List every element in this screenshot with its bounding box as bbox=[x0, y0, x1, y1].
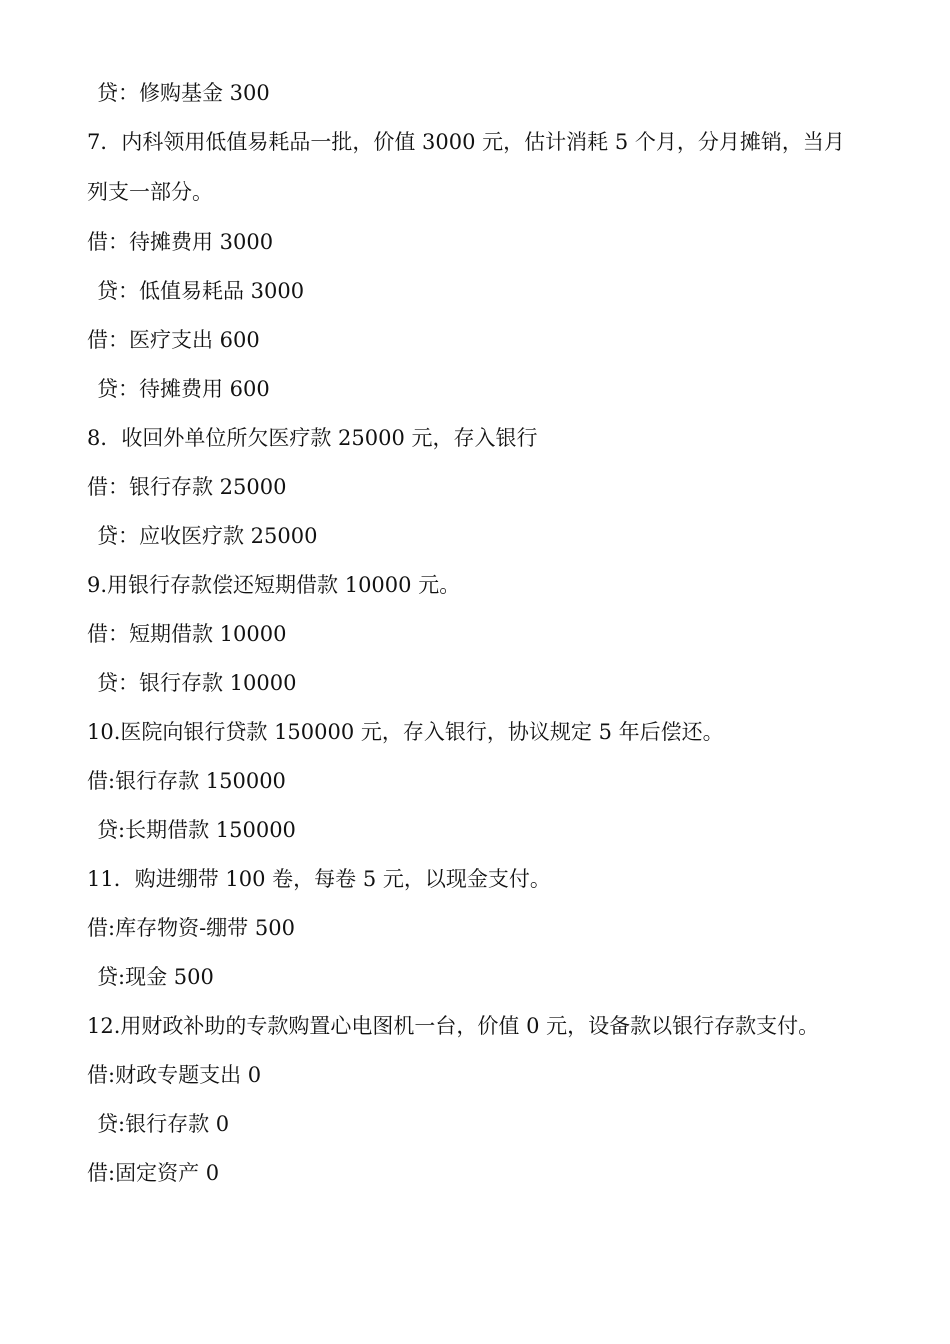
item-10-description: 10.医院向银行贷款 150000 元，存入银行，协议规定 5 年后偿还。 bbox=[87, 720, 724, 744]
debit-line-prepaid-expense: 借：待摊费用 3000 bbox=[87, 230, 274, 254]
credit-line-bank-deposit-2: 贷:银行存款 0 bbox=[97, 1112, 230, 1136]
credit-line-medical-receivable: 贷：应收医疗款 25000 bbox=[97, 524, 318, 548]
debit-line-inventory-bandage: 借:库存物资-绷带 500 bbox=[87, 916, 295, 940]
credit-line-prepaid-expense: 贷：待摊费用 600 bbox=[97, 377, 270, 401]
item-12-description: 12.用财政补助的专款购置心电图机一台，价值 0 元，设备款以银行存款支付。 bbox=[87, 1014, 820, 1038]
credit-line-repair-fund: 贷：修购基金 300 bbox=[97, 81, 270, 105]
debit-line-medical-expense: 借：医疗支出 600 bbox=[87, 328, 260, 352]
credit-line-bank-deposit: 贷：银行存款 10000 bbox=[97, 671, 297, 695]
item-11-description: 11．购进绷带 100 卷，每卷 5 元，以现金支付。 bbox=[87, 867, 551, 891]
credit-line-long-term-loan: 贷:长期借款 150000 bbox=[97, 818, 296, 842]
item-7-description: 7．内科领用低值易耗品一批，价值 3000 元，估计消耗 5 个月，分月摊销，当月 bbox=[87, 130, 845, 154]
item-8-description: 8．收回外单位所欠医疗款 25000 元，存入银行 bbox=[87, 426, 538, 450]
item-9-description: 9.用银行存款偿还短期借款 10000 元。 bbox=[87, 573, 461, 597]
debit-line-fiscal-special-expense: 借:财政专题支出 0 bbox=[87, 1063, 262, 1087]
debit-line-bank-deposit: 借：银行存款 25000 bbox=[87, 475, 287, 499]
debit-line-short-term-loan: 借：短期借款 10000 bbox=[87, 622, 287, 646]
debit-line-bank-deposit-2: 借:银行存款 150000 bbox=[87, 769, 286, 793]
credit-line-low-value-consumables: 贷：低值易耗品 3000 bbox=[97, 279, 305, 303]
debit-line-fixed-assets: 借:固定资产 0 bbox=[87, 1161, 220, 1185]
credit-line-cash: 贷:现金 500 bbox=[97, 965, 214, 989]
item-7-description-continued: 列支一部分。 bbox=[87, 180, 213, 204]
